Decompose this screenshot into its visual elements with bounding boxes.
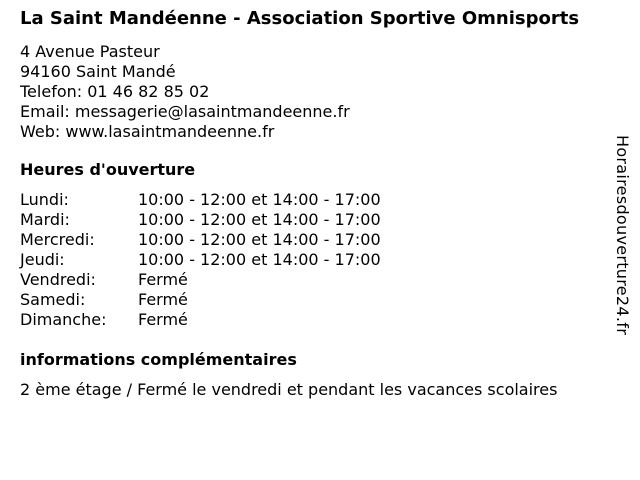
hours-day: Lundi: <box>20 190 69 209</box>
hours-time: Fermé <box>138 290 188 309</box>
hours-day: Vendredi: <box>20 270 96 289</box>
hours-day: Samedi: <box>20 290 86 309</box>
additional-info-text: 2 ème étage / Fermé le vendredi et pendant les vacances scolaires <box>20 380 558 399</box>
site-brand-watermark: Horairesdouverture24.fr <box>613 135 632 336</box>
hours-day: Mercredi: <box>20 230 95 249</box>
hours-row-monday <box>20 190 600 210</box>
city-postcode: 94160 Saint Mandé <box>20 62 176 81</box>
hours-day: Mardi: <box>20 210 70 229</box>
website-address: Web: www.lasaintmandeenne.fr <box>20 122 275 141</box>
email-address: Email: messagerie@lasaintmandeenne.fr <box>20 102 350 121</box>
hours-time: 10:00 - 12:00 et 14:00 - 17:00 <box>138 250 381 269</box>
address-block <box>20 42 600 142</box>
street-address: 4 Avenue Pasteur <box>20 42 160 61</box>
phone-number: Telefon: 01 46 82 85 02 <box>20 82 210 101</box>
hours-row-wednesday <box>20 230 600 250</box>
hours-time: 10:00 - 12:00 et 14:00 - 17:00 <box>138 210 381 229</box>
hours-row-friday <box>20 270 600 290</box>
hours-row-sunday <box>20 310 600 330</box>
hours-day: Dimanche: <box>20 310 107 329</box>
hours-time: Fermé <box>138 310 188 329</box>
additional-info-heading: informations complémentaires <box>20 350 297 369</box>
hours-row-saturday <box>20 290 600 310</box>
hours-time: Fermé <box>138 270 188 289</box>
opening-hours-table <box>20 190 600 330</box>
opening-hours-heading: Heures d'ouverture <box>20 160 196 179</box>
page-title: La Saint Mandéenne - Association Sportive Omnisports <box>20 8 580 29</box>
hours-row-thursday <box>20 250 600 270</box>
hours-row-tuesday <box>20 210 600 230</box>
business-card <box>20 8 600 400</box>
hours-time: 10:00 - 12:00 et 14:00 - 17:00 <box>138 230 381 249</box>
hours-time: 10:00 - 12:00 et 14:00 - 17:00 <box>138 190 381 209</box>
hours-day: Jeudi: <box>20 250 65 269</box>
